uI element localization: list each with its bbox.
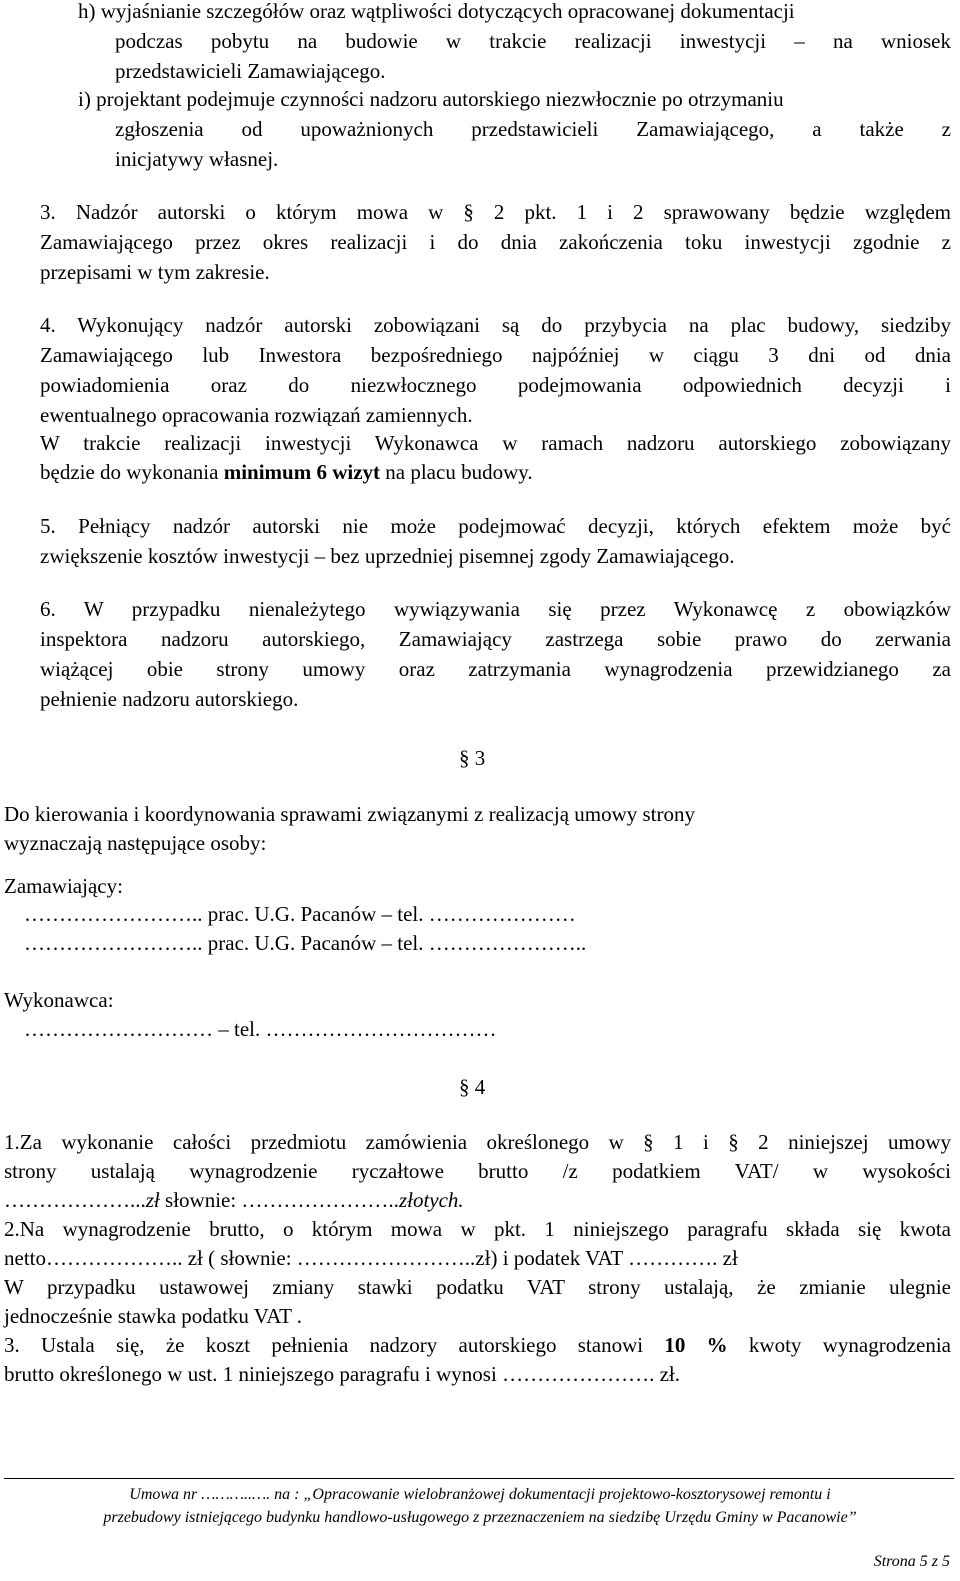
par4-p3-line-2: brutto określonego w ust. 1 niniejszego paragrafu i wynosi …………………. zł. — [4, 1362, 680, 1386]
para-4-line-6 — [40, 457, 533, 487]
item-h-line-2: podczas pobytu na budowie w trakcie realizacji inwestycji – na wniosek — [115, 29, 951, 53]
para-4-line-6-pre: będzie do wykonania — [40, 460, 224, 484]
item-i-line-3: inicjatywy własnej. — [115, 147, 279, 171]
para-4-line-6-post: na placu budowy. — [380, 460, 533, 484]
para-6-line-4: pełnienie nadzoru autorskiego. — [40, 687, 299, 711]
para-4-line-1: 4. Wykonujący nadzór autorski zobowiązani są do przybycia na plac budowy, siedziby — [40, 313, 951, 337]
par4-p3-line-1 — [4, 1330, 951, 1360]
para-6-line-1: 6. W przypadku nienależytego wywiązywania się przez Wykonawcę z obowiązków — [40, 597, 951, 621]
wykonawca-person: ……………………… – tel. …………………………… — [24, 1017, 497, 1041]
zl-italic: zł — [145, 1188, 160, 1212]
section-4-heading: § 4 — [459, 1075, 486, 1099]
par4-p1-line-1: 1.Za wykonanie całości przedmiotu zamówienia określonego w § 1 i § 2 niniejszej umowy — [4, 1130, 951, 1154]
item-i-line-1: i) projektant podejmuje czynności nadzoru autorskiego niezwłocznie po otrzymaniu — [78, 87, 784, 111]
par4-p2-line-3: W przypadku ustawowej zmiany stawki podatku VAT strony ustalają, że zmianie ulegnie — [4, 1275, 951, 1299]
zamawiajacy-label: Zamawiający: — [4, 874, 123, 898]
par4-p2-line-1: 2.Na wynagrodzenie brutto, o którym mowa w pkt. 1 niniejszego paragrafu składa się kwota — [4, 1217, 951, 1241]
par3-intro-line-1: Do kierowania i koordynowania sprawami związanymi z realizacją umowy strony — [4, 802, 696, 826]
zamawiajacy-person-1: …………………….. prac. U.G. Pacanów – tel. ………………… — [24, 902, 576, 926]
wykonawca-label: Wykonawca: — [4, 988, 114, 1012]
par4-p1-line-3 — [4, 1185, 464, 1215]
par4-p2-line-4: jednocześnie stawka podatku VAT . — [4, 1304, 303, 1328]
par4-p1-line-2: strony ustalają wynagrodzenie ryczałtowe brutto /z podatkiem VAT/ w wysokości — [4, 1159, 951, 1183]
zlotych-italic: złotych. — [398, 1188, 464, 1212]
para-5-line-2: zwiększenie kosztów inwestycji – bez uprzedniej pisemnej zgody Zamawiającego. — [40, 544, 735, 568]
par3-intro-line-2: wyznaczają następujące osoby: — [4, 831, 267, 855]
item-h-line-3: przedstawicieli Zamawiającego. — [115, 59, 386, 83]
para-6-line-2: inspektora nadzoru autorskiego, Zamawiający zastrzega sobie prawo do zerwania — [40, 627, 951, 651]
para-6-line-3: wiążącej obie strony umowy oraz zatrzymania wynagrodzenia przewidzianego za — [40, 657, 951, 681]
amount-dots: ………………... — [4, 1188, 146, 1212]
par4-p3-pre: 3. Ustala się, że koszt pełnienia nadzory autorskiego stanowi — [4, 1333, 665, 1357]
minimum-visits-bold: minimum 6 wizyt — [223, 460, 381, 484]
para-4-line-2: Zamawiającego lub Inwestora bezpośredniego najpóźniej w ciągu 3 dni od dnia — [40, 343, 951, 367]
footer-line-2: przebudowy istniejącego budynku handlowo-usługowego z przeznaczeniem na siedzibę Urzędu Gminy w Pacanowie” — [103, 1509, 857, 1526]
para-5-line-1: 5. Pełniący nadzór autorski nie może podejmować decyzji, których efektem może być — [40, 514, 951, 538]
para-4-line-3: powiadomienia oraz do niezwłocznego podejmowania odpowiednich decyzji i — [40, 373, 951, 397]
par4-p3-post: kwoty wynagrodzenia — [727, 1333, 951, 1357]
footer-divider — [4, 1478, 954, 1479]
page-number: Strona 5 z 5 — [873, 1553, 950, 1570]
slownie-text: słownie: ………………….. — [159, 1188, 399, 1212]
item-i-line-2: zgłoszenia od upoważnionych przedstawicieli Zamawiającego, a także z — [115, 117, 951, 141]
para-3-line-1: 3. Nadzór autorski o którym mowa w § 2 pkt. 1 i 2 sprawowany będzie względem — [40, 200, 951, 224]
para-3-line-2: Zamawiającego przez okres realizacji i do dnia zakończenia toku inwestycji zgodnie z — [40, 230, 951, 254]
footer-line-1: Umowa nr ………..…. na : „Opracowanie wielobranżowej dokumentacji projektowo-kosztorysowej remontu i — [129, 1486, 831, 1503]
para-3-line-3: przepisami w tym zakresie. — [40, 260, 270, 284]
percent-bold: 10 % — [664, 1333, 728, 1357]
zamawiajacy-person-2: …………………….. prac. U.G. Pacanów – tel. ………………….. — [24, 931, 587, 955]
section-3-heading: § 3 — [459, 746, 486, 770]
para-4-line-5: W trakcie realizacji inwestycji Wykonawca w ramach nadzoru autorskiego zobowiązany — [40, 431, 951, 455]
par4-p2-line-2: netto……………….. zł ( słownie: ……………………..zł) i podatek VAT …………. zł — [4, 1246, 738, 1270]
item-h-line-1: h) wyjaśnianie szczegółów oraz wątpliwości dotyczących opracowanej dokumentacji — [78, 0, 795, 23]
para-4-line-4: ewentualnego opracowania rozwiązań zamiennych. — [40, 403, 473, 427]
